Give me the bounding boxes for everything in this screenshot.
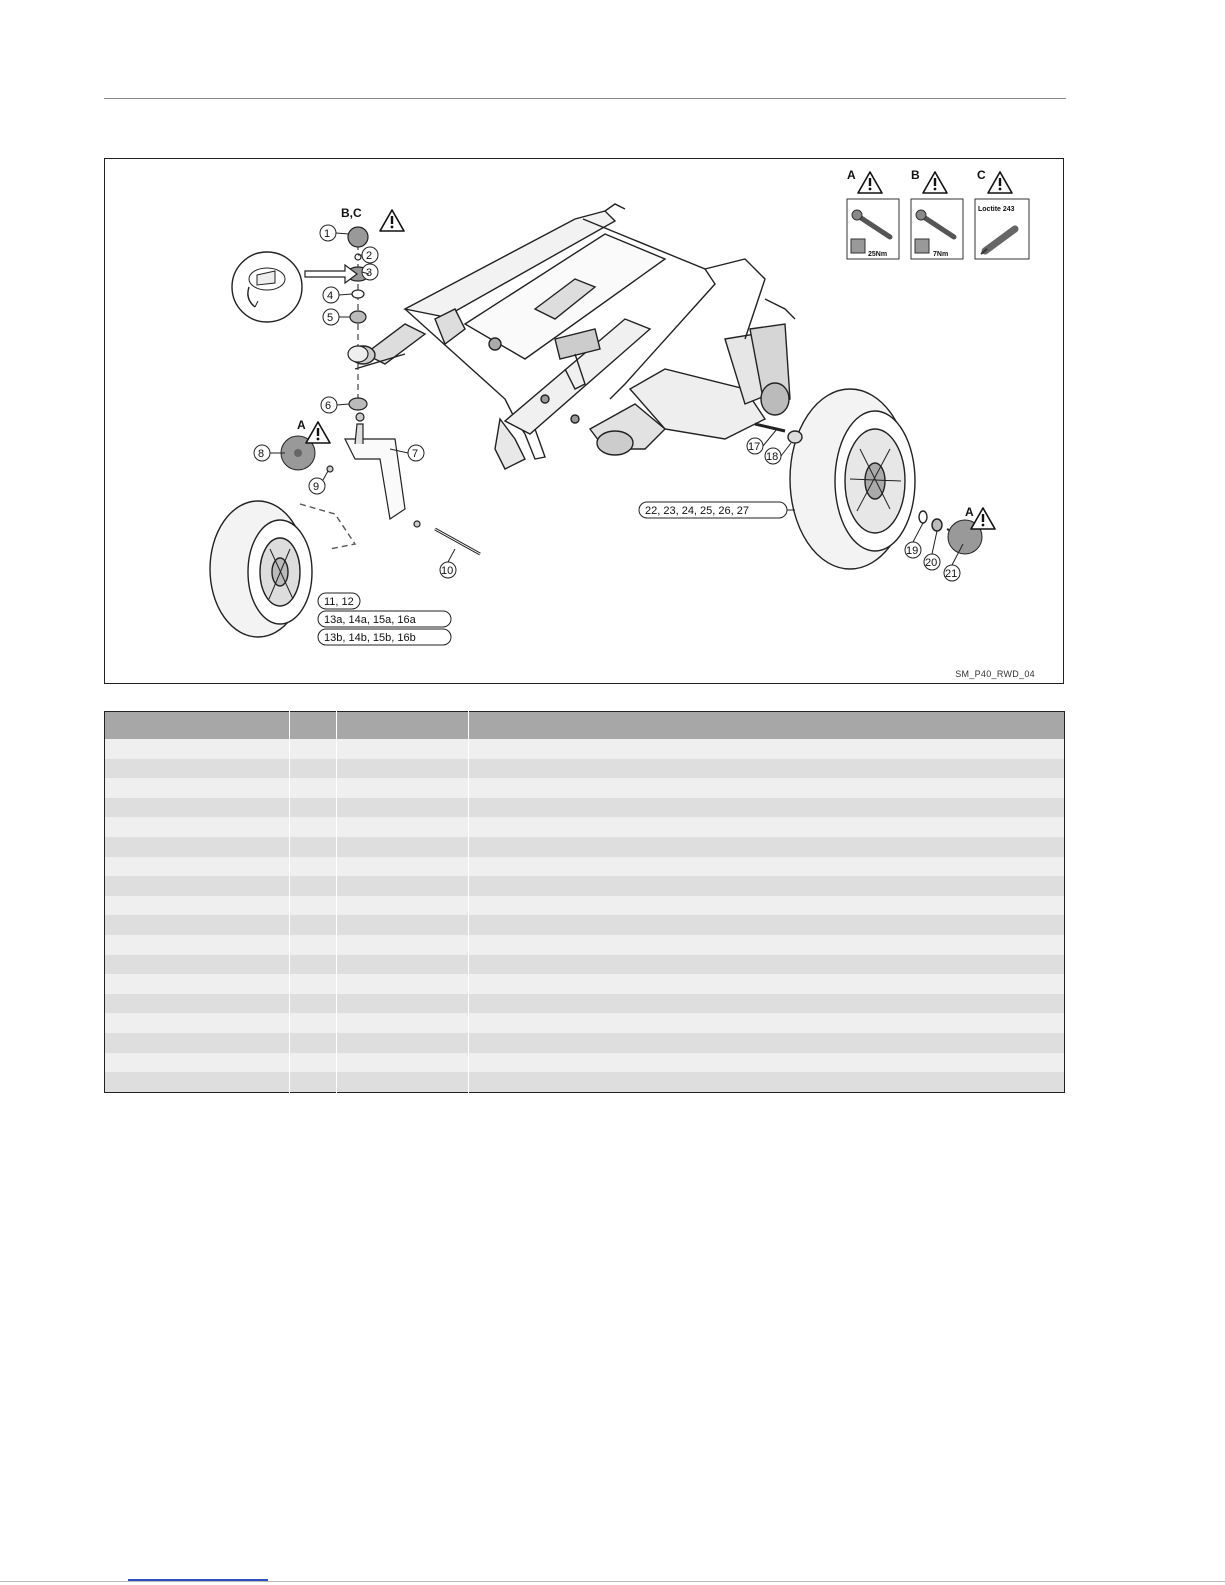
callout-9: 9 — [313, 481, 320, 493]
warning-marker-bc — [341, 206, 404, 231]
table-row — [105, 778, 1065, 798]
callout-17: 17 — [748, 441, 761, 453]
table-row — [105, 739, 1065, 759]
table-body — [105, 739, 1065, 1092]
legend-a-letter: A — [847, 168, 856, 182]
chassis-frame — [351, 204, 795, 469]
table-row — [105, 994, 1065, 1014]
callout-3: 3 — [366, 267, 373, 279]
callout-10: 10 — [441, 565, 454, 577]
callout-7: 7 — [412, 448, 419, 460]
callout-13a: 13a, 14a, 15a, 16a — [324, 614, 416, 626]
callout-1: 1 — [324, 228, 331, 240]
exploded-view-drawing — [105, 159, 1065, 685]
warning-marker-a-left — [281, 418, 330, 470]
callout-8: 8 — [258, 448, 265, 460]
callout-11-12: 11, 12 — [324, 596, 354, 608]
table-row — [105, 817, 1065, 837]
table-row — [105, 915, 1065, 935]
table-row — [105, 896, 1065, 916]
callout-4: 4 — [327, 290, 334, 302]
table-row — [105, 857, 1065, 877]
table-row — [105, 798, 1065, 818]
legend-c — [975, 168, 1029, 259]
table-row — [105, 759, 1065, 779]
table-header-cell — [105, 712, 290, 740]
legend-c-letter: C — [977, 168, 986, 182]
table-row — [105, 1013, 1065, 1033]
legend-b-torque: 7Nm — [933, 251, 949, 258]
table-row — [105, 974, 1065, 994]
table-row — [105, 837, 1065, 857]
callout-5: 5 — [327, 312, 334, 324]
legend-b-letter: B — [911, 168, 920, 182]
marker-a-right-label: A — [965, 505, 974, 519]
table-header-cell — [337, 712, 469, 740]
figure-code: SM_P40_RWD_04 — [955, 669, 1035, 679]
callout-19: 19 — [906, 545, 919, 557]
callout-20: 20 — [925, 557, 938, 569]
header-rule — [104, 98, 1066, 99]
marker-a-left-label: A — [297, 418, 306, 432]
table-header-row — [105, 712, 1065, 740]
marker-bc-label: B,C — [341, 206, 362, 220]
callout-6: 6 — [325, 400, 332, 412]
table-header-cell — [469, 712, 1065, 740]
warning-marker-a-right — [948, 505, 995, 554]
table-row — [105, 1072, 1065, 1092]
callout-13b: 13b, 14b, 15b, 16b — [324, 632, 416, 644]
callout-21: 21 — [945, 568, 958, 580]
detail-magnifier — [232, 252, 357, 322]
parts-table — [104, 711, 1065, 1093]
table-row — [105, 955, 1065, 975]
legend-c-text: Loctite 243 — [978, 206, 1015, 213]
callout-2: 2 — [366, 250, 373, 262]
legend-a-torque: 25Nm — [868, 251, 888, 258]
table-row — [105, 1053, 1065, 1073]
table-row — [105, 1033, 1065, 1053]
exploded-view-figure — [104, 158, 1064, 684]
legend-b — [911, 168, 963, 259]
footer-rule — [0, 1581, 1225, 1582]
table-row — [105, 876, 1065, 896]
callout-18: 18 — [766, 451, 779, 463]
callout-22-27: 22, 23, 24, 25, 26, 27 — [645, 505, 749, 517]
table-row — [105, 935, 1065, 955]
table-header-cell — [290, 712, 337, 740]
rear-wheel — [755, 389, 971, 569]
footer-link-underline[interactable] — [128, 1579, 268, 1581]
legend-a — [847, 168, 899, 259]
